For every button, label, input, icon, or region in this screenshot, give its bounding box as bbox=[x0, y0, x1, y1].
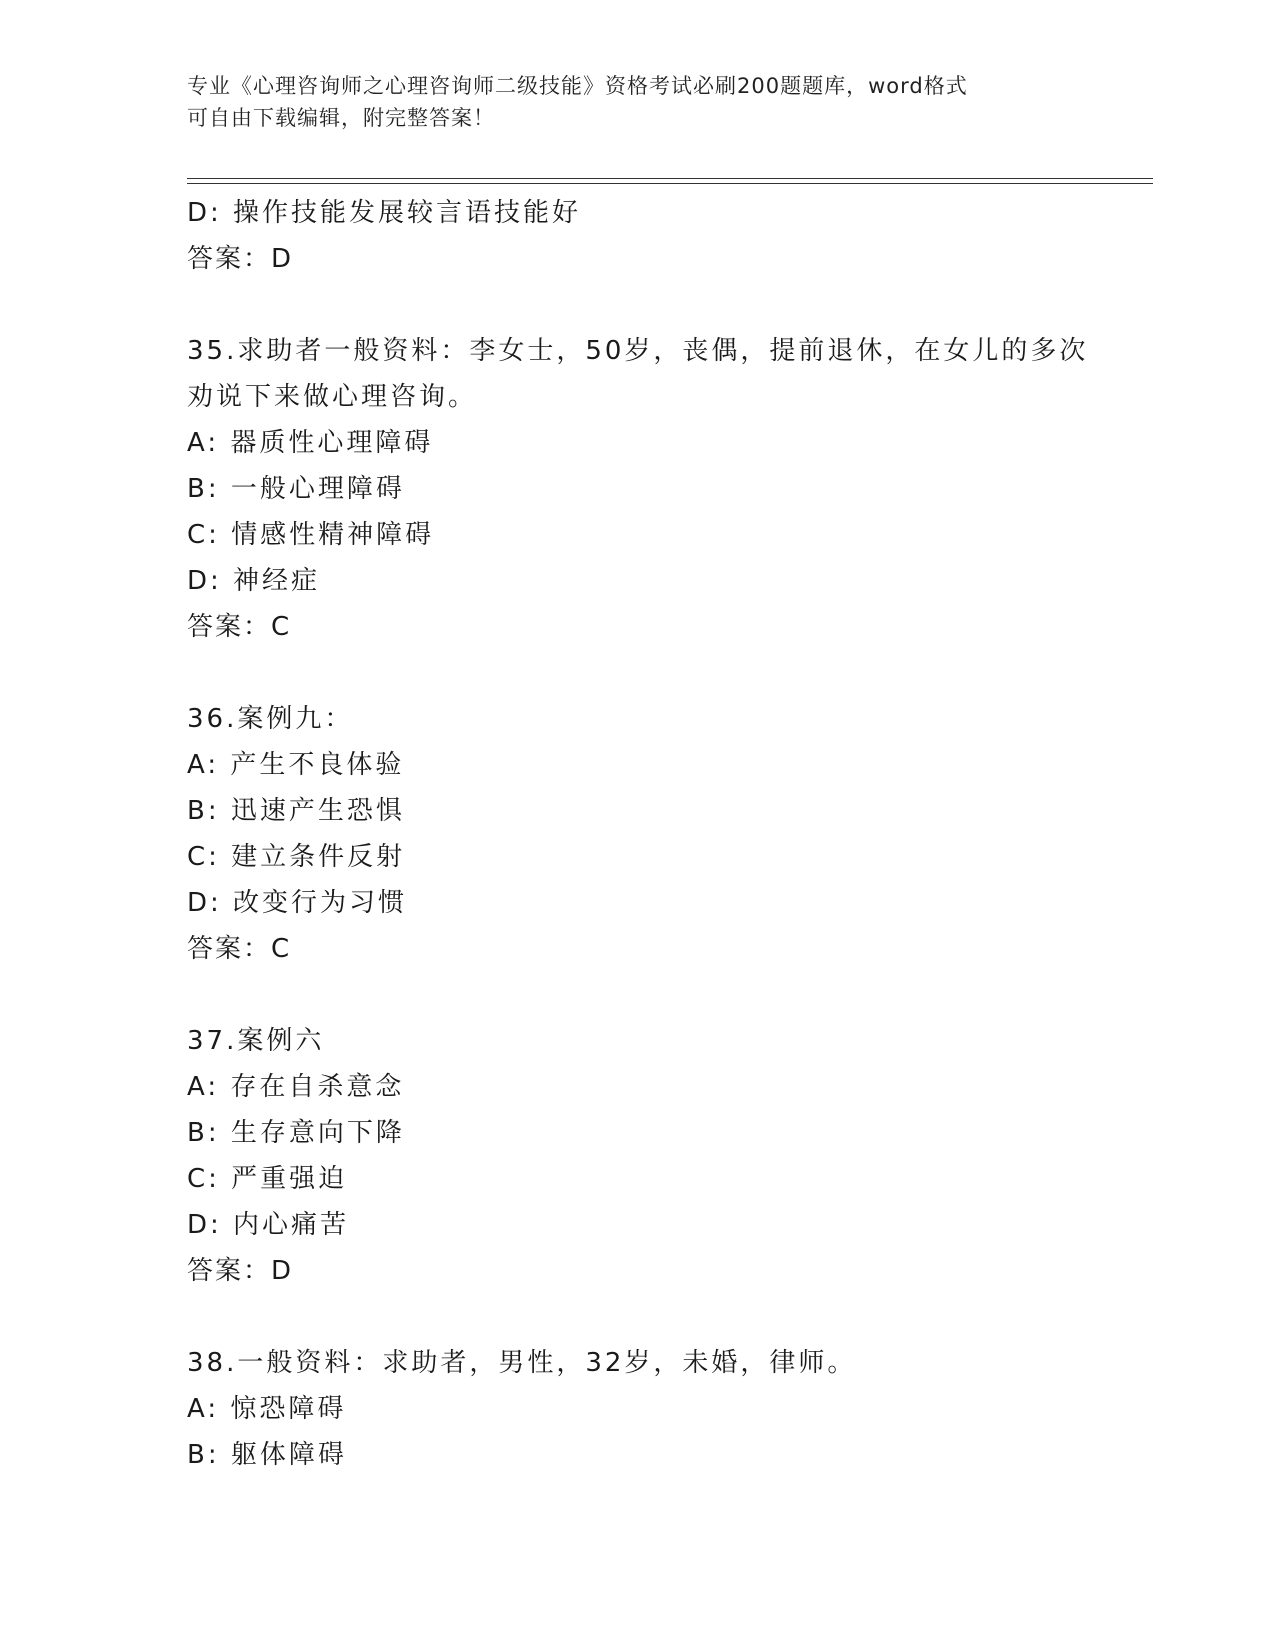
option-c: C: 严重强迫 bbox=[187, 1164, 348, 1194]
question-stem: 35.求助者一般资料：李女士，50岁，丧偶，提前退休，在女儿的多次 bbox=[187, 336, 1089, 366]
spacer bbox=[187, 282, 1127, 328]
header-line-2: 可自由下载编辑，附完整答案！ bbox=[187, 106, 495, 130]
spacer bbox=[187, 972, 1127, 1018]
question-stem: 37.案例六 bbox=[187, 1026, 325, 1056]
document-header bbox=[187, 70, 1087, 134]
option-b: B: 生存意向下降 bbox=[187, 1118, 405, 1148]
header-divider-bottom bbox=[187, 183, 1153, 184]
option-d: D: 操作技能发展较言语技能好 bbox=[187, 198, 582, 228]
option-b: B: 躯体障碍 bbox=[187, 1440, 347, 1470]
option-b: B: 一般心理障碍 bbox=[187, 474, 405, 504]
question-stem: 36.案例九： bbox=[187, 704, 354, 734]
option-a: A: 产生不良体验 bbox=[187, 750, 405, 780]
option-c: C: 建立条件反射 bbox=[187, 842, 406, 872]
option-a: A: 器质性心理障碍 bbox=[187, 428, 434, 458]
answer: 答案：C bbox=[187, 612, 292, 642]
option-d: D: 改变行为习惯 bbox=[187, 888, 408, 918]
header-line-1: 专业《心理咨询师之心理咨询师二级技能》资格考试必刷200题题库，word格式 bbox=[187, 74, 968, 98]
spacer bbox=[187, 650, 1127, 696]
option-d: D: 神经症 bbox=[187, 566, 321, 596]
option-d: D: 内心痛苦 bbox=[187, 1210, 350, 1240]
question-stem: 38.一般资料：求助者，男性，32岁，未婚，律师。 bbox=[187, 1348, 857, 1378]
answer: 答案：C bbox=[187, 934, 292, 964]
answer: 答案：D bbox=[187, 244, 294, 274]
document-body bbox=[187, 190, 1127, 1478]
question-stem-continued: 劝说下来做心理咨询。 bbox=[187, 382, 478, 412]
option-a: A: 存在自杀意念 bbox=[187, 1072, 405, 1102]
option-b: B: 迅速产生恐惧 bbox=[187, 796, 405, 826]
answer: 答案：D bbox=[187, 1256, 294, 1286]
option-a: A: 惊恐障碍 bbox=[187, 1394, 347, 1424]
spacer bbox=[187, 1294, 1127, 1340]
header-divider-top bbox=[187, 178, 1153, 179]
option-c: C: 情感性精神障碍 bbox=[187, 520, 435, 550]
